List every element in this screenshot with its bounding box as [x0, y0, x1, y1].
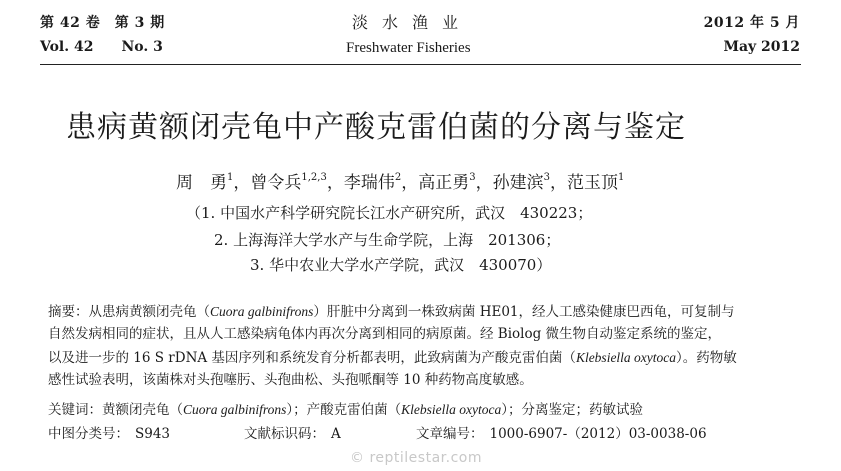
abstract-text: 以及进一步的 16 S rDNA 基因序列和系统发育分析都表明，此致病菌为产酸克雷伯菌（ [48, 350, 576, 366]
author-name: 李瑞伟 [343, 173, 395, 193]
issue-date-en: May 2012 [723, 39, 800, 55]
clc-label: 中图分类号： [48, 426, 129, 442]
keyword-separator: ）； [286, 402, 307, 418]
author-affiliation-mark: 3 [469, 172, 476, 183]
abstract-text: 从患病黄额闭壳龟（ [88, 304, 210, 320]
scientific-name: Klebsiella oxytoca [401, 402, 502, 417]
document-code [244, 423, 341, 446]
author-name: 范玉顶 [566, 173, 618, 193]
volume-issue-en: Vol. 42 No. 3 [40, 39, 163, 55]
abstract-label: 摘要： [48, 304, 89, 320]
journal-title-en: Freshwater Fisheries [346, 40, 471, 56]
issue-date-cn: 2012 年 5 月 [703, 15, 800, 31]
keywords-line [48, 398, 643, 422]
keyword: 药敏试验 [589, 402, 644, 418]
abstract-line-2: 自然发病相同的症状，且从人工感染病龟体内再次分离到相同的病原菌。经 Biolog 微生物自动鉴定系统的鉴定， [48, 326, 722, 342]
clc-value: S943 [135, 426, 171, 442]
author-affiliation-mark: 1 [227, 172, 234, 183]
author-name: 周 勇 [176, 173, 227, 193]
clc-number [48, 423, 170, 446]
keyword: 分离鉴定； [521, 402, 590, 418]
article-number [416, 423, 707, 446]
keyword: 产酸克雷伯菌（ [306, 402, 402, 418]
keyword: 黄额闭壳龟（ [102, 402, 183, 418]
article-number-label: 文章编号： [416, 426, 484, 442]
watermark: © reptilestar.com [350, 450, 482, 466]
journal-title-cn: 淡水渔业 [352, 13, 473, 32]
keyword-separator: ）； [501, 402, 522, 418]
article-number-value: 1000-6907-（2012）03-0038-06 [489, 426, 707, 442]
abstract-line-3 [48, 346, 737, 370]
keywords-label: 关键词： [48, 402, 102, 418]
author-affiliation-mark: 1,2,3 [301, 172, 327, 183]
author-affiliation-mark: 2 [394, 172, 402, 183]
author-name: 孙建滨 [492, 173, 544, 193]
scientific-name: Cuora galbinifrons [183, 402, 287, 417]
abstract-line-1 [48, 300, 735, 324]
abstract-text: ）。药物敏 [676, 350, 737, 366]
author-affiliation-mark: 1 [617, 172, 625, 183]
author-name: 曾令兵 [250, 173, 302, 193]
scientific-name: Cuora galbinifrons [210, 304, 314, 319]
document-code-value: A [331, 426, 341, 442]
author-affiliation-mark: 3 [543, 172, 550, 183]
paper-title: 患病黄额闭壳龟中产酸克雷伯菌的分离与鉴定 [66, 110, 686, 145]
author-list: 周 勇$^1$，曾令兵$^{1,2,3}$，李瑞伟$^2$，高正勇$^3$，孙建滨$^3$，范玉顶$^1$ [176, 172, 625, 193]
scientific-name: Klebsiella oxytoca [575, 350, 677, 365]
volume-issue-cn: 第 42 卷 第 3 期 [40, 15, 165, 31]
author-name: 高正勇 [418, 173, 470, 193]
affiliation-2: 2. 上海海洋大学水产与生命学院，上海 201306； [214, 231, 561, 249]
abstract-text: ）肝脏中分离到一株致病菌 HE01，经人工感染健康巴西龟，可复制与 [313, 304, 735, 320]
abstract-line-4: 感性试验表明，该菌株对头孢噻肟、头孢曲松、头孢哌酮等 10 种药物高度敏感。 [48, 372, 533, 388]
document-code-label: 文献标识码： [244, 426, 325, 442]
affiliation-1: （1. 中国水产科学研究院长江水产研究所，武汉 430223； [186, 204, 593, 222]
affiliation-3: 3. 华中农业大学水产学院，武汉 430070） [250, 256, 552, 274]
header-rule [40, 64, 801, 65]
